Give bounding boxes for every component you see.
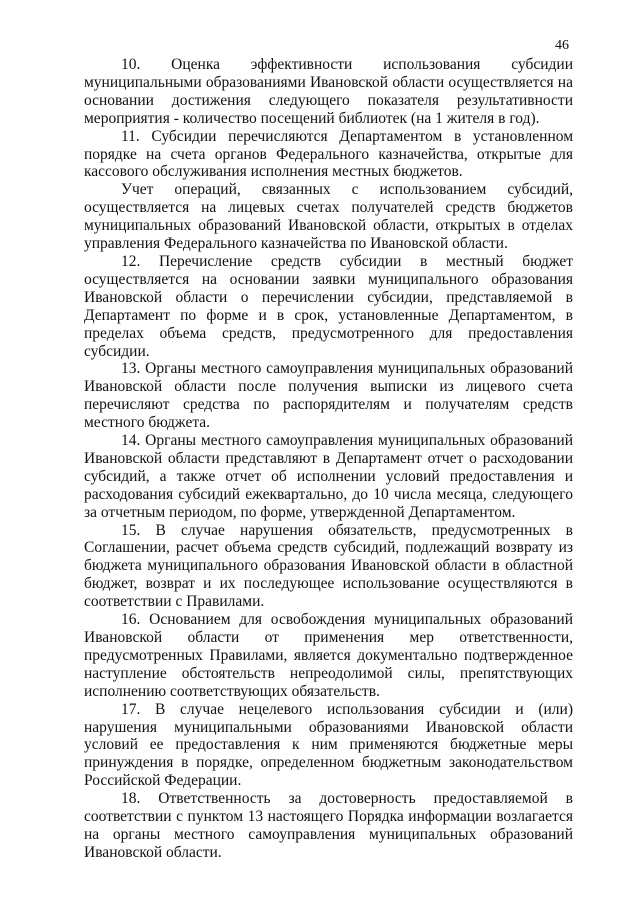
paragraph-13: 13. Органы местного самоуправления муниципальных образований Ивановской области после получения выписки из лицевого счета перечисляют средства по распорядителям и получателям средств местного бюджета. [84, 360, 573, 432]
paragraph-11: 11. Субсидии перечисляются Департаментом в установленном порядке на счета органов Федерального казначейства, открытые для кассового обслуживания исполнения местных бюджетов. [84, 127, 573, 181]
paragraph-10: 10. Оценка эффективности использования субсидии муниципальными образованиями Ивановской области осуществляется на основании достижения следующего показателя результативности мероприятия - количество посещений библиотек (на 1 жителя в год). [84, 56, 573, 127]
paragraph-11-accounting: Учет операций, связанных с использованием субсидий, осуществляется на лицевых счетах получателей средств бюджетов муниципальных образований Ивановской области, открытых в отделах управления Федерального казначейства по Ивановской области. [84, 181, 573, 253]
page-number: 46 [555, 38, 569, 53]
paragraph-15: 15. В случае нарушения обязательств, предусмотренных в Соглашении, расчет объема средств субсидий, подлежащий возврату из бюджета муниципального образования Ивановской области в областной бюджет, возврат и их последующее использование осуществляются в соответствии с Правилами. [84, 521, 573, 611]
document-body [84, 56, 573, 862]
paragraph-18: 18. Ответственность за достоверность предоставляемой в соответствии с пунктом 13 настоящего Порядка информации возлагается на органы местного самоуправления муниципальных образований Ивановской области. [84, 790, 573, 861]
paragraph-14: 14. Органы местного самоуправления муниципальных образований Ивановской области представляют в Департамент отчет о расходовании субсидий, а также отчет об исполнении условий предоставления и расходования субсидий ежеквартально, до 10 числа месяца, следующего за отчетным периодом, по форме, утвержденной Департаментом. [84, 432, 573, 521]
paragraph-17: 17. В случае нецелевого использования субсидии и (или) нарушения муниципальными образованиями Ивановской области условий ее предоставления к ним применяются бюджетные меры принуждения в порядке, определенном бюджетным законодательством Российской Федерации. [84, 700, 573, 790]
paragraph-16: 16. Основанием для освобождения муниципальных образований Ивановской области от применения мер ответственности, предусмотренных Правилами, является документально подтвержденное наступление обстоятельств непреодолимой силы, препятствующих исполнению соответствующих обязательств. [84, 611, 573, 700]
paragraph-12: 12. Перечисление средств субсидии в местный бюджет осуществляется на основании заявки муниципального образования Ивановской области о перечислении субсидии, представляемой в Департамент по форме и в срок, установленные Департаментом, в пределах объема средств, предусмотренного для предоставления субсидии. [84, 252, 573, 360]
